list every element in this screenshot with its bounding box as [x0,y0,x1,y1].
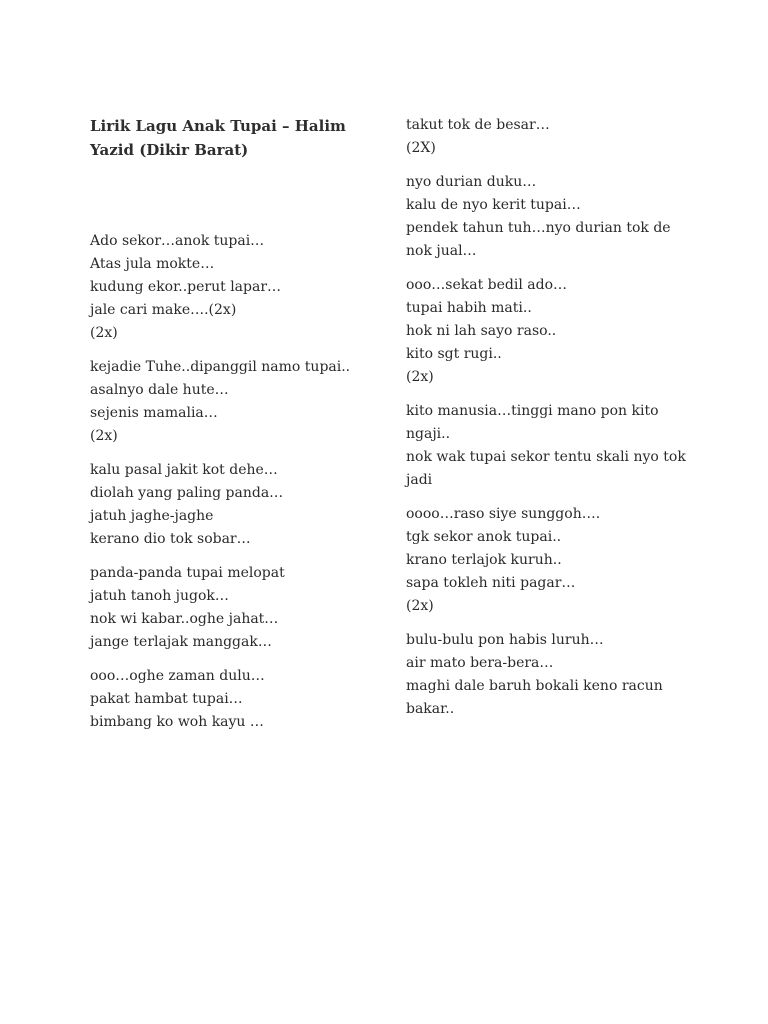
lyric-line: kalu de nyo kerit tupai… [406,197,581,213]
lyric-line: asalnyo dale hute… [90,382,229,398]
document-title: Lirik Lagu Anak Tupai – Halim Yazid (Dikir Barat) [90,117,346,159]
lyric-line: diolah yang paling panda… [90,485,284,501]
left-stanzas [90,230,390,734]
lyric-line: Atas jula mokte… [90,256,215,272]
lyric-line: tupai habih mati.. [406,300,532,316]
lyric-line: (2x) [90,428,118,444]
lyric-line: sejenis mamalia… [90,405,218,421]
lyric-line: jatuh tanoh jugok… [90,588,229,604]
lyric-stanza [406,503,696,618]
lyric-line: panda-panda tupai melopat [90,565,285,581]
lyric-line: ooo…oghe zaman dulu… [90,668,265,684]
lyric-line: pendek tahun tuh…nyo durian tok de nok jual… [406,220,671,259]
lyric-stanza [90,230,390,345]
lyric-stanza [90,665,390,734]
lyric-stanza [406,629,696,721]
lyric-line: kito manusia…tinggi mano pon kito ngaji.. [406,403,659,442]
lyric-line: (2x) [406,369,434,385]
right-stanzas [406,114,696,721]
lyric-line: (2x) [406,598,434,614]
lyric-stanza [406,400,696,492]
lyric-line: sapa tokleh niti pagar… [406,575,576,591]
lyric-line: Ado sekor…anok tupai… [90,233,265,249]
lyric-line: bimbang ko woh kayu … [90,714,264,730]
lyric-line: kerano dio tok sobar… [90,531,251,547]
lyric-line: kejadie Tuhe..dipanggil namo tupai.. [90,359,351,375]
lyric-stanza [406,114,696,160]
lyric-line: oooo…raso siye sunggoh…. [406,506,601,522]
lyric-line: maghi dale baruh bokali keno racun bakar.. [406,678,663,717]
lyric-line: bulu-bulu pon habis luruh… [406,632,604,648]
lyric-line: pakat hambat tupai… [90,691,243,707]
lyric-line: krano terlajok kuruh.. [406,552,562,568]
lyric-line: ooo…sekat bedil ado… [406,277,568,293]
lyric-line: air mato bera-bera… [406,655,554,671]
lyric-line: takut tok de besar… [406,117,550,133]
lyric-line: kalu pasal jakit kot dehe… [90,462,278,478]
lyric-stanza [406,274,696,389]
lyric-line: hok ni lah sayo raso.. [406,323,557,339]
right-column [406,114,696,732]
lyric-line: tgk sekor anok tupai.. [406,529,562,545]
lyric-line: jale cari make….(2x) [90,302,237,318]
lyric-stanza [406,171,696,263]
lyric-stanza [90,459,390,551]
lyric-line: (2X) [406,140,436,156]
lyric-line: kito sgt rugi.. [406,346,502,362]
lyric-line: nok wi kabar..oghe jahat… [90,611,279,627]
left-column [90,114,390,745]
lyric-line: (2x) [90,325,118,341]
lyric-line: nyo durian duku… [406,174,537,190]
lyric-line: jange terlajak manggak… [90,634,272,650]
lyric-line: jatuh jaghe-jaghe [90,508,214,524]
lyric-stanza [90,356,390,448]
lyric-stanza [90,562,390,654]
lyric-line: nok wak tupai sekor tentu skali nyo tok jadi [406,449,686,488]
lyric-line: kudung ekor..perut lapar… [90,279,282,295]
